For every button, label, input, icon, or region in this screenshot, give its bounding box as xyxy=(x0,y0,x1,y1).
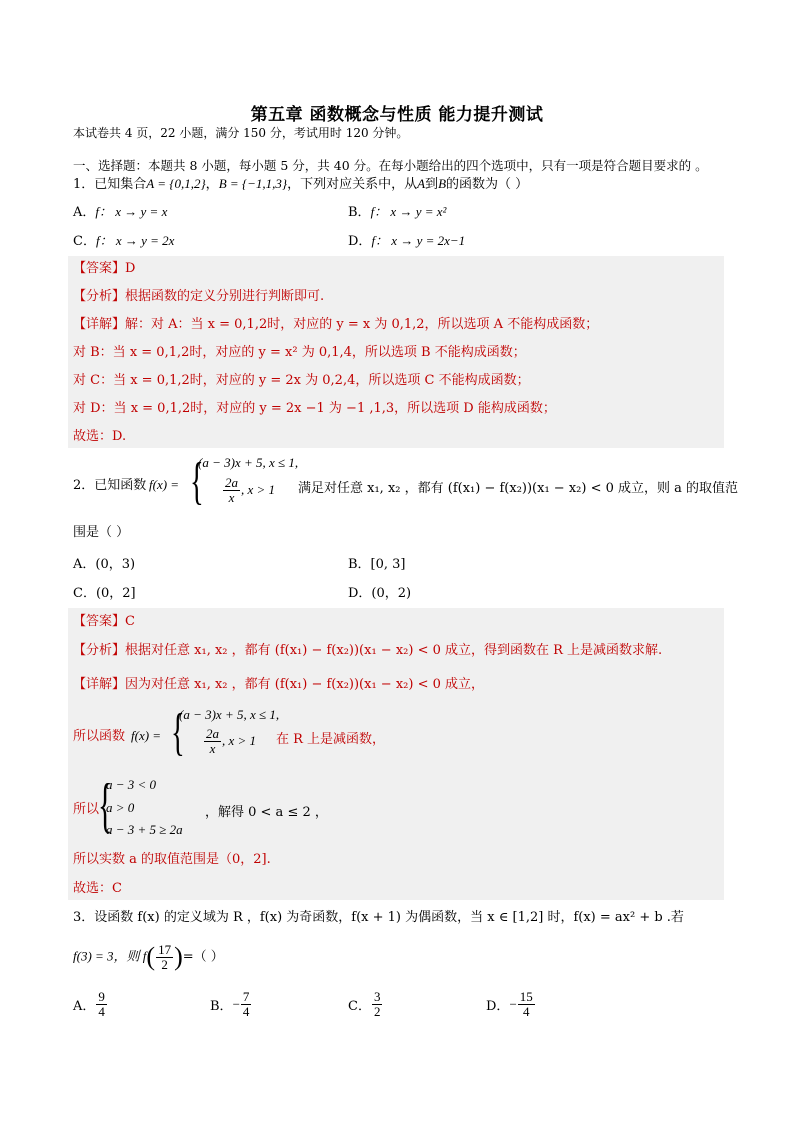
q3-option-b: B．− $\frac{7}{4}$ xyxy=(210,989,250,1019)
q2-stem-end: 围是（ ） xyxy=(73,525,130,540)
question-2-label: 2．已知函数 xyxy=(73,478,147,493)
page-title: 第五章 函数概念与性质 能力提升测试 xyxy=(250,105,544,125)
q1-option-a: A．f： x → y = x xyxy=(73,204,168,220)
q3-stem-continued: f(3) = 3，则 f( $\frac{17}{2}$ )=（ ） xyxy=(73,941,224,972)
q2-detail-decreasing: 在 R 上是减函数， xyxy=(276,732,386,747)
q2-case-2: $\frac{2a}{x}$ , x > 1 xyxy=(225,475,276,505)
q2-detail-brace: { xyxy=(171,704,185,761)
q2-system-brace: { xyxy=(98,772,113,838)
q2-analysis: 【分析】根据对任意 x₁, x₂ ，都有 (f(x₁) − f(x₂))(x₁ − x₂) < 0 成立，得到函数在 R 上是减函数求解. xyxy=(73,643,663,658)
q1-detail: 【详解】解：对 A：当 x = 0,1,2时，对应的 y = x 为 0,1,2，所以选项 A 不能构成函数； xyxy=(73,317,599,332)
q3-option-c: C． $\frac{3}{2}$ xyxy=(348,989,381,1019)
q1-answer: 【答案】D xyxy=(73,261,136,276)
q2-stem-condition: 满足对任意 x₁, x₂ ，都有 (f(x₁) − f(x₂))(x₁ − x₂) < 0 成立，则 a 的取值范 xyxy=(298,481,739,496)
q2-detail-case-2: $\frac{2a}{x}$ , x > 1 xyxy=(206,726,257,756)
q2-option-c: C．(0，2] xyxy=(73,586,136,601)
q2-option-b: B．[0, 3] xyxy=(348,557,406,572)
q1-option-d: D．f： x → y = 2x−1 xyxy=(348,233,466,249)
q2-detail: 【详解】因为对任意 x₁, x₂ ，都有 (f(x₁) − f(x₂))(x₁ − x₂) < 0 成立， xyxy=(73,677,485,692)
q3-option-a: A． $\frac{9}{4}$ xyxy=(73,989,105,1019)
q1-conclusion: 故选：D. xyxy=(73,429,127,444)
q1-analysis: 【分析】根据函数的定义分别进行判断即可. xyxy=(73,289,325,304)
q2-brace: { xyxy=(190,453,204,510)
q3-option-d: D．− $\frac{15}{4}$ xyxy=(486,989,533,1019)
q1-option-c: C．f： x → y = 2x xyxy=(73,233,175,249)
q1-detail-b: 对 B：当 x = 0,1,2时，对应的 y = x² 为 0,1,4，所以选项 B 不能构成函数； xyxy=(73,345,526,360)
q2-fx: f(x) = xyxy=(149,477,180,492)
q2-system-ineq-3: a − 3 + 5 ≥ 2a xyxy=(106,822,183,837)
q1-detail-c: 对 C：当 x = 0,1,2时，对应的 y = 2x 为 0,2,4，所以选项 C 不能构成函数； xyxy=(73,373,530,388)
q2-detail-case-1: (a − 3)x + 5, x ≤ 1, xyxy=(179,707,280,722)
intro-text: 本试卷共 4 页，22 小题，满分 150 分，考试用时 120 分钟。 xyxy=(73,126,409,140)
q2-solve-result: ，解得 0 < a ≤ 2 ， xyxy=(205,805,328,820)
question-3-stem: 3．设函数 f(x) 的定义域为 R ，f(x) 为奇函数，f(x + 1) 为偶函数，当 x ∈ [1,2] 时，f(x) = ax² + b .若 xyxy=(73,910,684,925)
q2-range: 所以实数 a 的取值范围是（0，2]. xyxy=(73,852,271,867)
q2-detail-fx: f(x) = xyxy=(131,728,162,743)
q2-option-d: D．(0，2) xyxy=(348,586,412,601)
q1-detail-d: 对 D：当 x = 0,1,2时，对应的 y = 2x −1 为 −1 ,1,3，所以选项 D 能构成函数； xyxy=(73,401,556,416)
q2-answer: 【答案】C xyxy=(73,614,135,629)
q2-case-1: (a − 3)x + 5, x ≤ 1, xyxy=(198,455,299,470)
q2-option-a: A．(0，3) xyxy=(73,557,136,572)
question-1-stem: 1．已知集合A = {0,1,2}，B = {−1,1,3}，下列对应关系中，从A到B的函数为（ ） xyxy=(73,176,529,192)
q2-detail-system-label: 所以 xyxy=(73,802,100,817)
q2-system-ineq-2: a > 0 xyxy=(106,800,135,815)
q2-system-ineq-1: a − 3 < 0 xyxy=(106,777,157,792)
section-heading: 一、选择题：本题共 8 小题，每小题 5 分，共 40 分。在每小题给出的四个选项中，只有一项是符合题目要求的 。 xyxy=(73,158,708,173)
q2-conclusion: 故选：C xyxy=(73,881,122,896)
q1-option-b: B．f： x → y = x² xyxy=(348,204,447,220)
q2-detail-function: 所以函数 xyxy=(73,729,126,744)
